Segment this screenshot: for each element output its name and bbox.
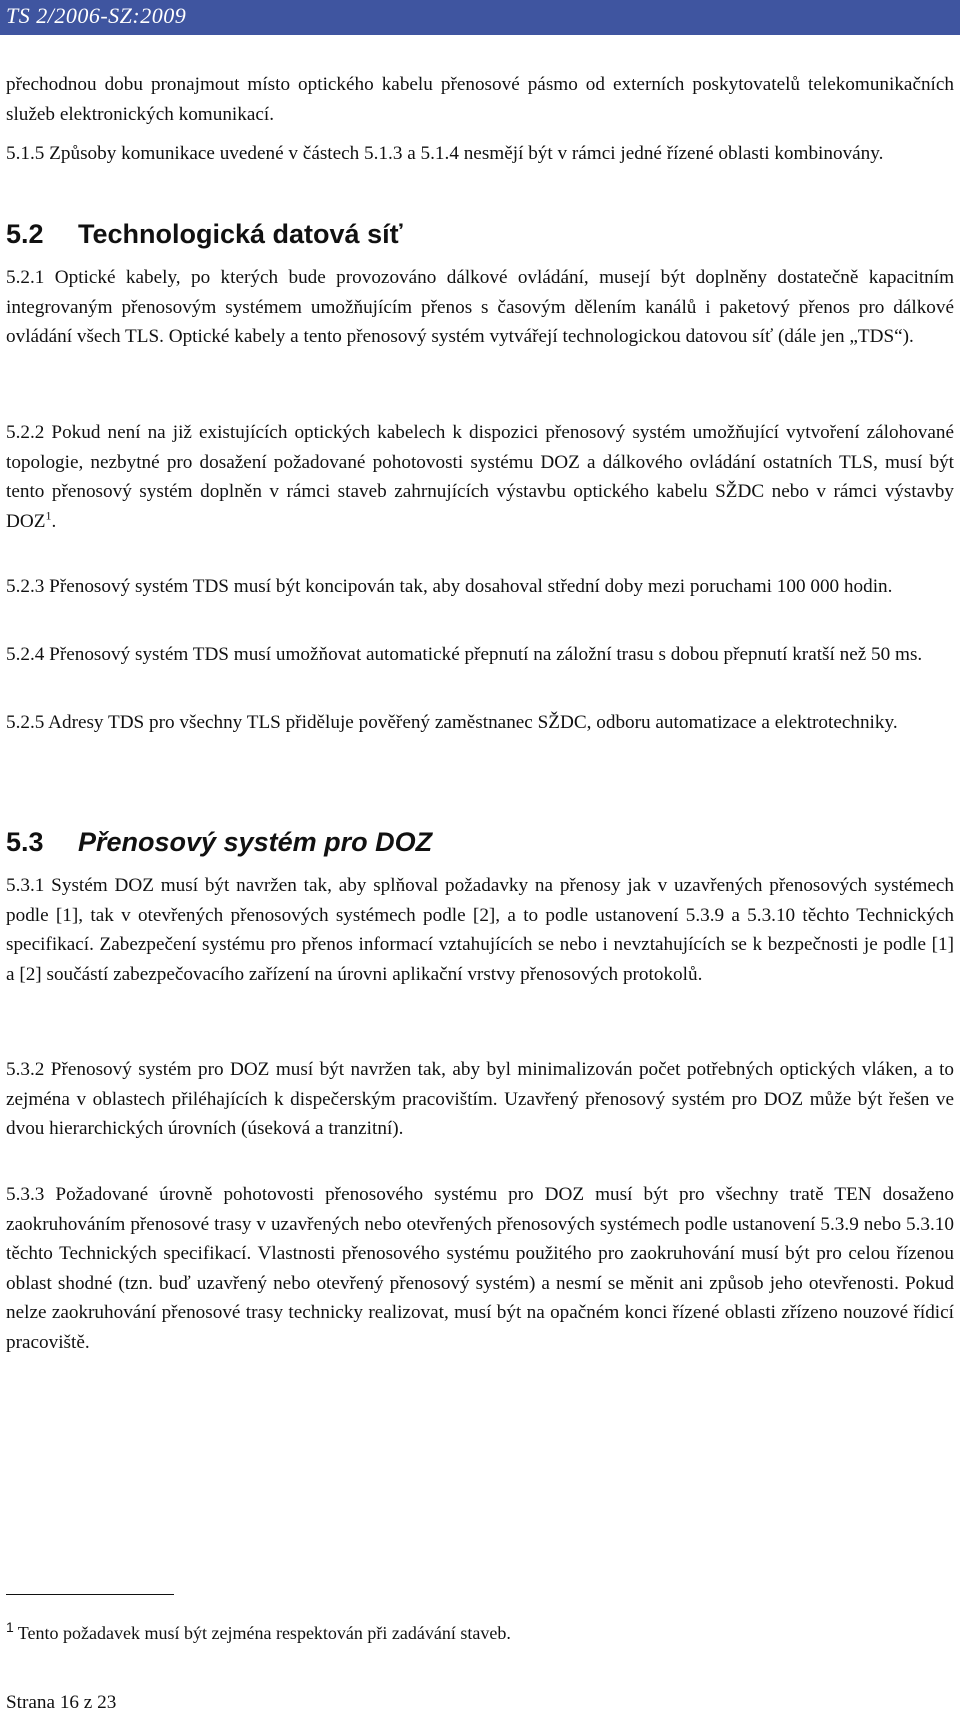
paragraph-5-3-3: 5.3.3 Požadované úrovně pohotovosti přenosového systému pro DOZ musí být pro všechny tratě TEN dosaženo zaokruhováním přenosové trasy v uzavřených nebo otevřených přenosových systémech podle ustanovení 5.3.9 nebo 5.3.10 těchto Technických specifikací. Vlastnosti přenosového systému použitého pro zaokruhování musí být pro celou řízenou oblast shodné (tzn. buď uzavřený nebo otevřený přenosový systém) a nesmí se měnit ani způsob jeho otevřenosti. Pokud nelze zaokruhování přenosové trasy technicky realizovat, musí být na opačném konci řízené oblasti zřízeno nouzové řídicí pracoviště. xyxy=(6,1184,954,1353)
paragraph-5-2-3: 5.2.3 Přenosový systém TDS musí být koncipován tak, aby dosahoval střední doby mezi poruchami 100 000 hodin. xyxy=(6,576,893,597)
paragraph-5-2-4: 5.2.4 Přenosový systém TDS musí umožňovat automatické přepnutí na záložní trasu s dobou přepnutí kratší než 50 ms. xyxy=(6,644,923,665)
paragraph-5-1-5: 5.1.5 Způsoby komunikace uvedené v částech 5.1.3 a 5.1.4 nesmějí být v rámci jedné řízené oblasti kombinovány. xyxy=(6,143,884,164)
header-banner xyxy=(0,0,960,35)
footnote-divider xyxy=(6,1594,174,1595)
footnote-text: Tento požadavek musí být zejména respektován při zadávání staveb. xyxy=(17,1623,511,1643)
paragraph-5-2-1: 5.2.1 Optické kabely, po kterých bude provozováno dálkové ovládání, musejí být doplněny dostatečně kapacitním integrovaným přenosovým systémem umožňujícím přenos s časovým dělením kanálů i paketový přenos pro dálkové ovládání všech TLS. Optické kabely a tento přenosový systém vytvářejí technologickou datovou síť (dále jen „TDS“). xyxy=(6,267,954,347)
section-heading-5-2 xyxy=(6,218,403,250)
page-number: Strana 16 z 23 xyxy=(6,1692,117,1713)
footnote-number: 1 xyxy=(6,1619,14,1635)
paragraph-5-3-2: 5.3.2 Přenosový systém pro DOZ musí být navržen tak, aby byl minimalizován počet potřebných optických vláken, a to zejména v oblastech přiléhajících k dispečerským pracovištím. Uzavřený přenosový systém pro DOZ může být řešen ve dvou hierarchických úrovních (úseková a tranzitní). xyxy=(6,1059,954,1139)
paragraph-5-2-2: 5.2.2 Pokud není na již existujících optických kabelech k dispozici přenosový systém umožňující vytvoření zálohované topologie, nezbytné pro dosažení požadované pohotovosti systému DOZ a dálkového ovládání ostatních TLS, musí být tento přenosový systém doplněn v rámci staveb zahrnujících výstavbu optického kabelu SŽDC nebo v rámci výstavby DOZ$^1$. xyxy=(6,422,954,532)
section-number: 5.2 xyxy=(6,219,44,249)
section-heading-5-3 xyxy=(6,826,432,858)
document-code: TS 2/2006-SZ:2009 xyxy=(6,3,187,28)
paragraph-continuation: přechodnou dobu pronajmout místo optického kabelu přenosové pásmo od externích poskytovatelů telekomunikačních služeb elektronických komunikací. xyxy=(6,74,954,125)
paragraph-5-3-1: 5.3.1 Systém DOZ musí být navržen tak, aby splňoval požadavky na přenosy jak v uzavřených přenosových systémech podle [1], tak v otevřených přenosových systémech podle [2], a to podle ustanovení 5.3.9 a 5.3.10 těchto Technických specifikací. Zabezpečení systému pro přenos informací vztahujících se nebo i nevztahujících se k bezpečnosti je podle [1] a [2] součástí zabezpečovacího zařízení na úrovni aplikační vrstvy přenosových protokolů. xyxy=(6,875,954,985)
footnote-reference[interactable]: 1 xyxy=(45,508,52,523)
section-title: Přenosový systém pro DOZ xyxy=(78,827,433,857)
footnote xyxy=(6,1620,946,1646)
section-title: Technologická datová síť xyxy=(78,219,403,249)
paragraph-5-2-5: 5.2.5 Adresy TDS pro všechny TLS přiděluje pověřený zaměstnanec SŽDC, odboru automatizace a elektrotechniky. xyxy=(6,712,898,733)
section-number: 5.3 xyxy=(6,827,44,857)
